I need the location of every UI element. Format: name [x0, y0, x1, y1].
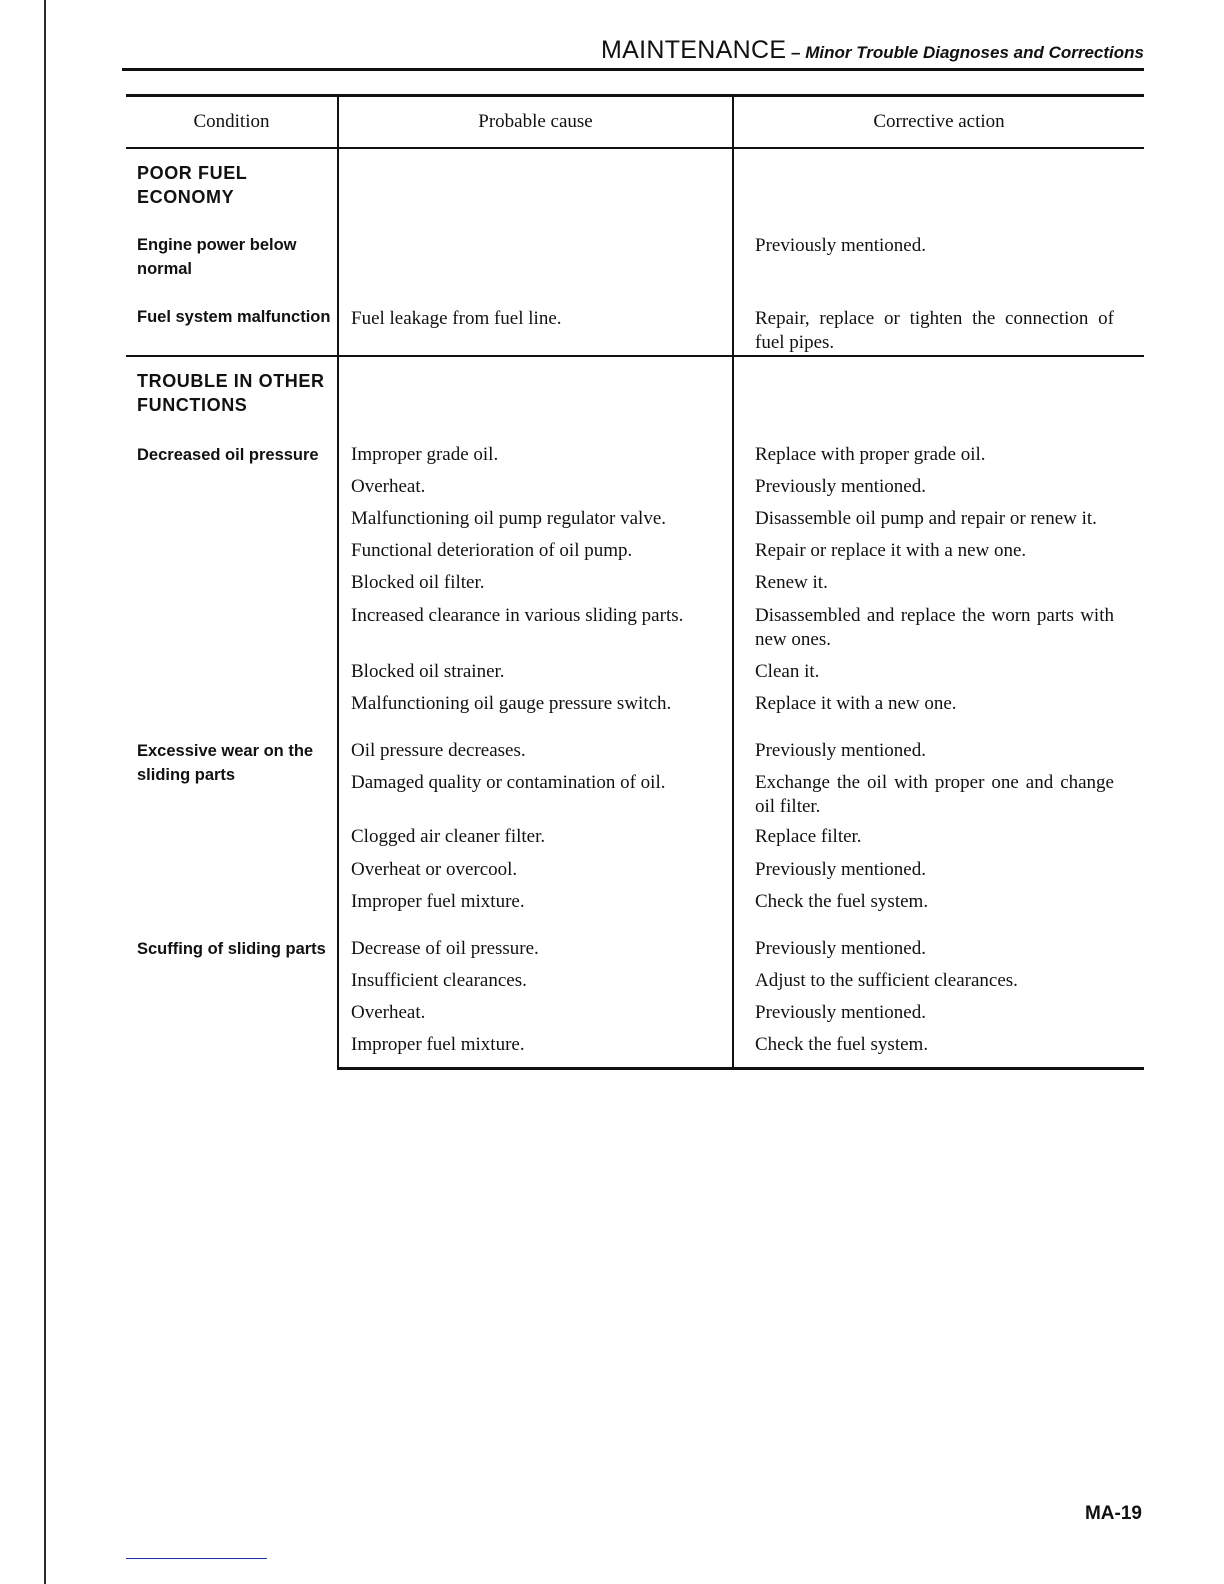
cause-text: Blocked oil strainer. [351, 661, 505, 682]
table-header-row [126, 96, 1144, 149]
column-header-condition: Condition [126, 96, 338, 149]
cause-text: Overheat or overcool. [351, 859, 518, 880]
footer-rule [126, 1558, 267, 1559]
cause-text: Oil pressure decreases. [351, 740, 526, 761]
action-text: Renew it. [755, 572, 828, 593]
cause-text: Fuel leakage from fuel line. [351, 308, 562, 329]
action-text: Disassemble oil pump and repair or renew it. [755, 508, 1097, 529]
cause-text: Malfunctioning oil gauge pressure switch. [351, 693, 672, 714]
condition-label: Scuffing of sliding parts [137, 940, 326, 958]
action-text: Previously mentioned. [755, 235, 926, 256]
section-title-row [126, 356, 1144, 443]
section-title-row [126, 148, 1144, 233]
cause-text: Improper fuel mixture. [351, 891, 525, 912]
action-text: Check the fuel system. [755, 1034, 929, 1055]
action-text: Previously mentioned. [755, 476, 926, 497]
action-text: Replace filter. [755, 826, 862, 847]
action-text: Check the fuel system. [755, 891, 929, 912]
cause-text: Overheat. [351, 476, 426, 497]
action-text: Clean it. [755, 661, 820, 682]
cause-text: Functional deterioration of oil pump. [351, 540, 633, 561]
cause-text: Malfunctioning oil pump regulator valve. [351, 508, 667, 529]
action-text: Repair, replace or tighten the connection of fuel pipes. [755, 308, 1114, 353]
cause-text: Overheat. [351, 1002, 426, 1023]
section-title: TROUBLE IN OTHER FUNCTIONS [137, 371, 325, 415]
cause-text: Improper grade oil. [351, 444, 499, 465]
cause-text: Blocked oil filter. [351, 572, 485, 593]
column-header-cause: Probable cause [338, 96, 733, 149]
column-header-action: Corrective action [733, 96, 1144, 149]
condition-label: Decreased oil pressure [137, 446, 319, 464]
action-text: Replace it with a new one. [755, 693, 957, 714]
table-row [126, 233, 1144, 301]
action-text: Adjust to the sufficient clearances. [755, 970, 1018, 991]
action-text: Disassembled and replace the worn parts with new ones. [755, 605, 1114, 650]
binding-edge-line [44, 0, 46, 1584]
action-text: Previously mentioned. [755, 1002, 926, 1023]
trouble-diagnosis-table [126, 94, 1144, 1070]
table-row [126, 301, 1144, 356]
section-title: POOR FUEL ECONOMY [137, 163, 248, 207]
action-text: Repair or replace it with a new one. [755, 540, 1027, 561]
cause-text: Improper fuel mixture. [351, 1034, 525, 1055]
header-rule [122, 68, 1144, 71]
header-title: MAINTENANCE [601, 36, 787, 64]
condition-label: Fuel system malfunction [137, 308, 331, 326]
action-text: Previously mentioned. [755, 740, 926, 761]
cause-text: Decrease of oil pressure. [351, 938, 539, 959]
condition-label: Excessive wear on the sliding parts [137, 742, 314, 784]
page-header [124, 36, 1144, 65]
page-number: MA-19 [1084, 1503, 1142, 1524]
header-separator: – [786, 43, 806, 62]
header-subtitle: Minor Trouble Diagnoses and Corrections [805, 43, 1144, 62]
cause-text: Insufficient clearances. [351, 970, 527, 991]
cause-text: Clogged air cleaner filter. [351, 826, 546, 847]
table-row [126, 443, 1144, 475]
condition-label: Engine power below normal [137, 236, 297, 278]
action-text: Previously mentioned. [755, 938, 926, 959]
action-text: Exchange the oil with proper one and change oil filter. [755, 772, 1114, 817]
cause-text: Increased clearance in various sliding parts. [351, 605, 684, 626]
action-text: Previously mentioned. [755, 859, 926, 880]
action-text: Replace with proper grade oil. [755, 444, 986, 465]
table-row [126, 937, 1144, 969]
cause-text: Damaged quality or contamination of oil. [351, 772, 666, 793]
table-row [126, 739, 1144, 771]
